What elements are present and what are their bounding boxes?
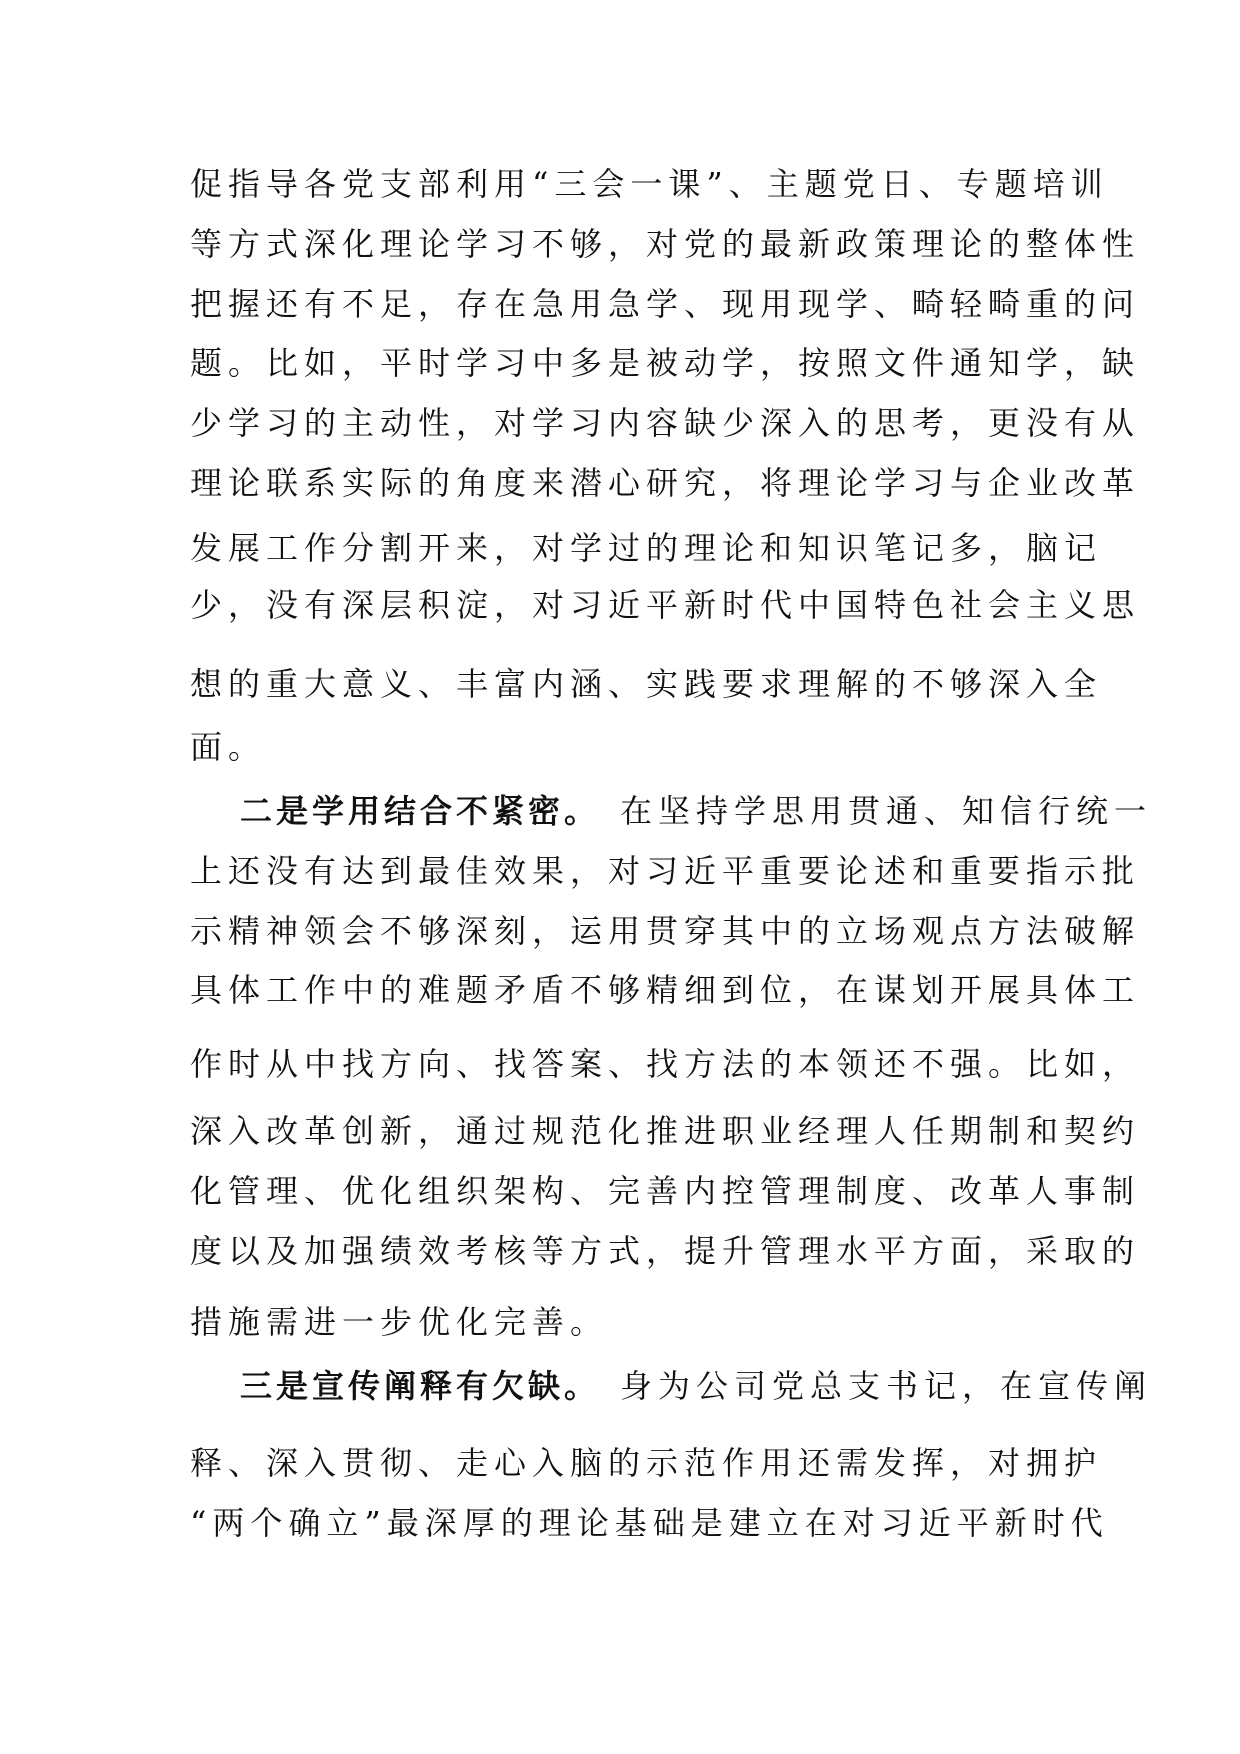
paragraph-line: 理论联系实际的角度来潜心研究，将理论学习与企业改革 xyxy=(190,464,1141,502)
paragraph-line: 发展工作分割开来，对学过的理论和知识笔记多，脑记 xyxy=(190,529,1103,567)
paragraph-line: 度以及加强绩效考核等方式，提升管理水平方面，采取的 xyxy=(190,1232,1141,1270)
paragraph-line: 深入改革创新，通过规范化推进职业经理人任期制和契约 xyxy=(190,1112,1141,1150)
section-2-text: 在坚持学思用贯通、知信行统一 xyxy=(620,792,1153,830)
paragraph-line: 把握还有不足，存在急用急学、现用现学、畸轻畸重的问 xyxy=(190,285,1141,323)
paragraph-line: 释、深入贯彻、走心入脑的示范作用还需发挥，对拥护 xyxy=(190,1444,1103,1482)
section-3-text: 身为公司党总支书记，在宣传阐 xyxy=(620,1367,1153,1405)
paragraph-line: 题。比如，平时学习中多是被动学，按照文件通知学，缺 xyxy=(190,344,1141,382)
paragraph-line: 等方式深化理论学习不够，对党的最新政策理论的整体性 xyxy=(190,225,1141,263)
paragraph-line: 想的重大意义、丰富内涵、实践要求理解的不够深入全 xyxy=(190,665,1103,703)
paragraph-line: 面。 xyxy=(190,728,267,766)
paragraph-line: 化管理、优化组织架构、完善内控管理制度、改革人事制 xyxy=(190,1172,1141,1210)
paragraph-line: 促指导各党支部利用“三会一课”、主题党日、专题培训 xyxy=(190,165,1109,203)
section-3-first-line xyxy=(240,1366,1153,1406)
paragraph-line: 上还没有达到最佳效果，对习近平重要论述和重要指示批 xyxy=(190,852,1141,890)
paragraph-line: “两个确立”最深厚的理论基础是建立在对习近平新时代 xyxy=(190,1504,1109,1542)
paragraph-line: 示精神领会不够深刻，运用贯穿其中的立场观点方法破解 xyxy=(190,912,1141,950)
paragraph-line: 具体工作中的难题矛盾不够精细到位，在谋划开展具体工 xyxy=(190,971,1141,1009)
section-2-first-line xyxy=(240,791,1153,831)
paragraph-line: 少，没有深层积淀，对习近平新时代中国特色社会主义思 xyxy=(190,586,1141,624)
paragraph-line: 少学习的主动性，对学习内容缺少深入的思考，更没有从 xyxy=(190,404,1141,442)
paragraph-line: 措施需进一步优化完善。 xyxy=(190,1303,609,1341)
section-3-heading: 三是宣传阐释有欠缺。 xyxy=(240,1367,601,1405)
section-2-heading: 二是学用结合不紧密。 xyxy=(240,792,601,830)
paragraph-line: 作时从中找方向、找答案、找方法的本领还不强。比如， xyxy=(190,1045,1141,1083)
